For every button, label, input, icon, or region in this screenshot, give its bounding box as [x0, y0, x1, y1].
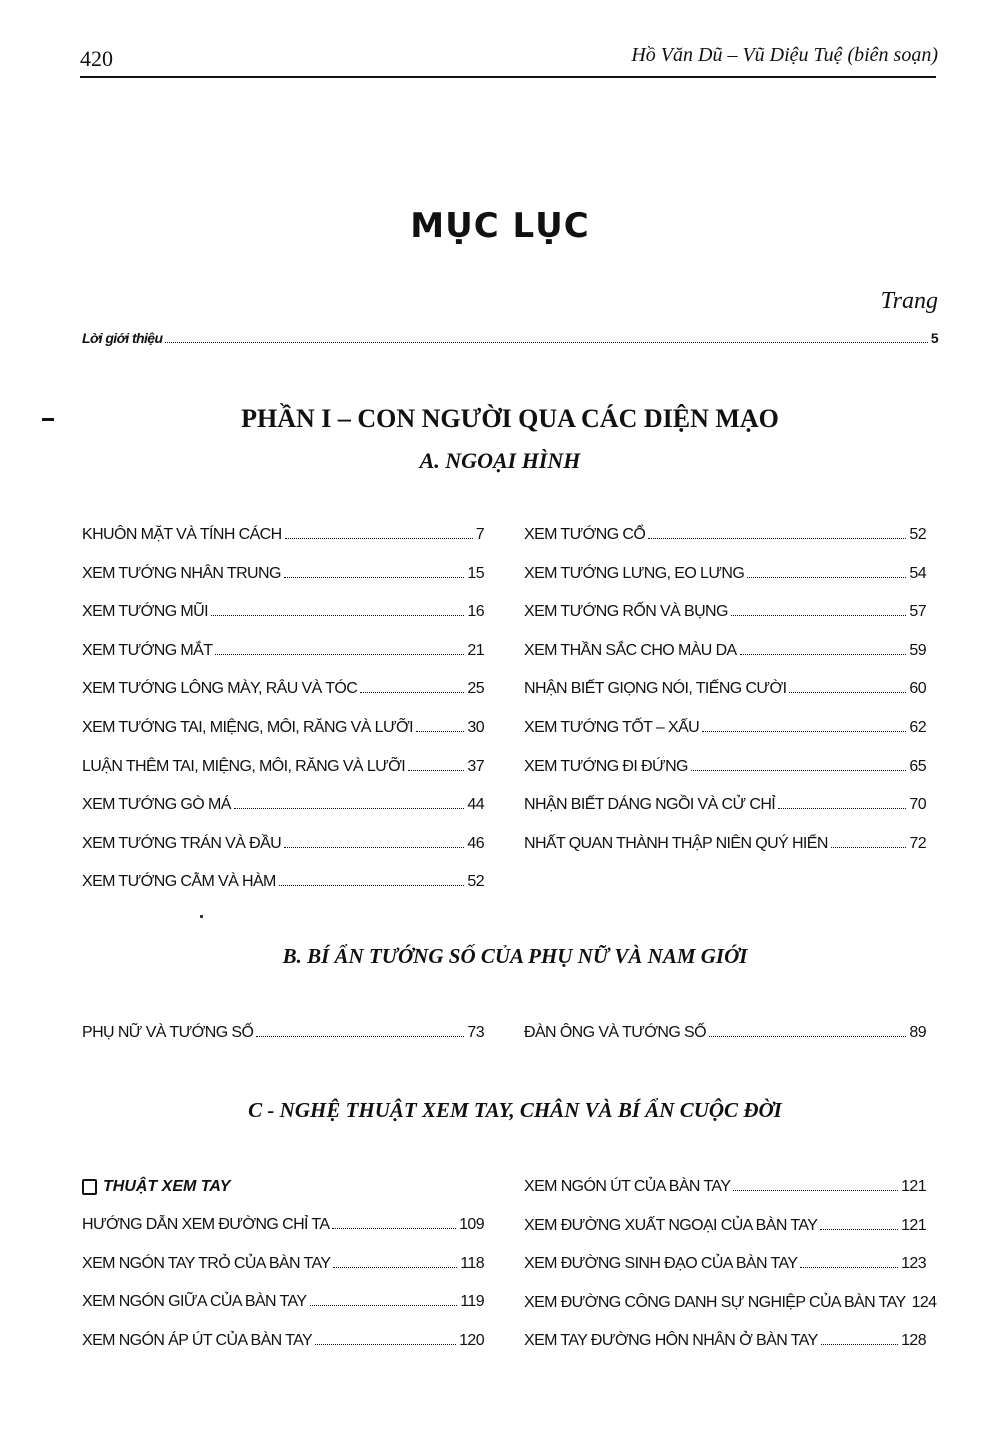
- toc-entry-page: 70: [909, 796, 926, 814]
- dot-leader: [284, 576, 465, 578]
- dot-leader: [211, 614, 464, 616]
- toc-entry-label: Lời giới thiệu: [82, 330, 163, 346]
- dot-leader: [747, 576, 906, 578]
- toc-entry[interactable]: [82, 1293, 484, 1311]
- toc-entry[interactable]: [524, 565, 926, 583]
- toc-entry[interactable]: [82, 1216, 484, 1234]
- toc-entry[interactable]: [82, 565, 484, 583]
- toc-entry-page: 52: [909, 526, 926, 543]
- toc-entry[interactable]: [524, 1217, 926, 1235]
- toc-entry-label: XEM TƯỚNG LƯNG, EO LƯNG: [524, 564, 745, 582]
- toc-entry-page: 89: [909, 1024, 926, 1041]
- toc-entry-label: XEM ĐƯỜNG CÔNG DANH SỰ NGHIỆP CỦA BÀN TAY: [524, 1293, 906, 1311]
- toc-entry[interactable]: [524, 835, 926, 853]
- toc-entry[interactable]: [524, 1255, 926, 1273]
- dot-leader: [702, 730, 906, 732]
- toc-entry-label: XEM NGÓN TAY TRỎ CỦA BÀN TAY: [82, 1254, 331, 1272]
- header-rule: [80, 76, 936, 78]
- toc-entry[interactable]: [82, 758, 484, 776]
- toc-entry[interactable]: [524, 758, 926, 776]
- section-b-title: B. BÍ ẨN TƯỚNG SỐ CỦA PHỤ NỮ VÀ NAM GIỚI: [282, 944, 748, 968]
- dot-leader: [733, 1189, 898, 1191]
- dot-leader: [285, 537, 473, 539]
- toc-entry-page: 121: [901, 1216, 926, 1234]
- toc-entry-page: 128: [901, 1332, 926, 1350]
- toc-entry-page: 25: [467, 680, 484, 698]
- dot-leader: [284, 846, 464, 848]
- dot-leader: [333, 1266, 457, 1268]
- toc-entry-label: PHỤ NỮ VÀ TƯỚNG SỐ: [82, 1024, 254, 1041]
- toc-entry-label: NHẤT QUAN THÀNH THẬP NIÊN QUÝ HIỂN: [524, 834, 828, 852]
- toc-entry-page: 57: [909, 603, 926, 621]
- toc-entry-label: XEM TƯỚNG NHÂN TRUNG: [82, 564, 281, 582]
- page-number: 420: [80, 46, 113, 71]
- toc-entry[interactable]: [524, 1332, 926, 1350]
- dot-leader: [740, 653, 907, 655]
- toc-entry[interactable]: [82, 1024, 484, 1042]
- toc-entry[interactable]: [82, 1332, 484, 1350]
- toc-entry[interactable]: [82, 873, 484, 891]
- subheading-thuat-xem-tay: [82, 1178, 230, 1196]
- section-a-title: A. NGOẠI HÌNH: [419, 448, 581, 473]
- running-header-authors: Hồ Văn Dũ – Vũ Diệu Tuệ (biên soạn): [631, 44, 938, 66]
- toc-entry-label: XEM THẦN SẮC CHO MÀU DA: [524, 641, 737, 659]
- toc-entry[interactable]: [82, 1255, 484, 1273]
- dot-leader: [256, 1035, 464, 1037]
- toc-entry[interactable]: [524, 719, 926, 737]
- dot-leader: [234, 807, 465, 809]
- dot-leader: [408, 769, 464, 771]
- toc-entry[interactable]: [524, 1024, 926, 1042]
- subheading-label: THUẬT XEM TAY: [103, 1178, 231, 1195]
- dot-leader: [215, 653, 464, 655]
- toc-entry[interactable]: [524, 526, 926, 544]
- toc-entry-page: 21: [467, 641, 484, 659]
- dot-leader: [820, 1228, 898, 1230]
- toc-entry-page: 121: [901, 1178, 926, 1195]
- dot-leader: [360, 691, 464, 693]
- dot-leader: [821, 1343, 898, 1345]
- toc-entry[interactable]: [82, 642, 484, 660]
- toc-entry-page: 37: [467, 757, 484, 775]
- toc-entry-label: XEM TƯỚNG TỐT – XẤU: [524, 719, 700, 736]
- dot-leader: [709, 1035, 906, 1037]
- toc-entry[interactable]: [82, 680, 484, 698]
- toc-entry-page: 46: [467, 834, 484, 852]
- toc-entry-page: 123: [901, 1255, 926, 1273]
- toc-entry[interactable]: [524, 796, 926, 814]
- dot-leader: [831, 846, 907, 848]
- toc-entry-label: ĐÀN ÔNG VÀ TƯỚNG SỐ: [524, 1024, 706, 1041]
- page-column-label: Trang: [880, 288, 938, 314]
- toc-entry-page: 118: [460, 1254, 484, 1272]
- toc-entry-page: 59: [909, 641, 926, 659]
- dot-leader: [789, 691, 906, 693]
- toc-entry-label: XEM TƯỚNG CỔ: [524, 526, 646, 543]
- toc-entry[interactable]: [82, 719, 484, 737]
- toc-entry-label: XEM TƯỚNG TAI, MIỆNG, MÔI, RĂNG VÀ LƯỠI: [82, 719, 413, 736]
- toc-entry-page: 7: [475, 526, 484, 543]
- toc-entry-label: NHẬN BIẾT DÁNG NGỒI VÀ CỬ CHỈ: [524, 796, 776, 814]
- toc-entry-page: 15: [467, 564, 484, 582]
- toc-entry-label: XEM TƯỚNG TRÁN VÀ ĐẦU: [82, 834, 282, 852]
- toc-entry-label: XEM TƯỚNG CẰM VÀ HÀM: [82, 873, 276, 891]
- page-title: MỤC LỤC: [410, 206, 590, 246]
- toc-entry-label: XEM TƯỚNG RỐN VÀ BỤNG: [524, 603, 728, 621]
- toc-entry-page: 54: [909, 564, 926, 582]
- toc-entry-page: 119: [460, 1293, 484, 1311]
- toc-entry[interactable]: [524, 1293, 937, 1312]
- dot-leader: [800, 1266, 898, 1268]
- toc-entry-intro[interactable]: [82, 330, 938, 346]
- toc-entry[interactable]: [82, 526, 484, 544]
- toc-entry-page: 5: [930, 330, 938, 346]
- toc-entry-page: 30: [467, 719, 484, 736]
- toc-entry-page: 60: [909, 680, 926, 698]
- toc-entry-label: XEM NGÓN GIỮA CỦA BÀN TAY: [82, 1293, 307, 1311]
- toc-entry-page: 62: [909, 719, 926, 736]
- toc-entry-page: 73: [467, 1024, 484, 1041]
- checkbox-square-icon: [82, 1179, 97, 1195]
- dot-leader: [332, 1227, 456, 1229]
- dot-leader: [315, 1343, 456, 1345]
- toc-entry-label: XEM ĐƯỜNG SINH ĐẠO CỦA BÀN TAY: [524, 1255, 798, 1273]
- dot-leader: [731, 614, 907, 616]
- toc-entry[interactable]: [524, 642, 926, 660]
- toc-entry-label: XEM ĐƯỜNG XUẤT NGOẠI CỦA BÀN TAY: [524, 1216, 818, 1234]
- toc-entry-label: XEM TƯỚNG GÒ MÁ: [82, 796, 231, 814]
- toc-entry-page: 72: [909, 834, 926, 852]
- toc-entry-label: XEM TƯỚNG MẮT: [82, 641, 213, 659]
- part-title: PHẦN I – CON NGƯỜI QUA CÁC DIỆN MẠO: [241, 404, 779, 433]
- dot-leader: [165, 341, 927, 343]
- toc-entry-label: XEM NGÓN ÚT CỦA BÀN TAY: [524, 1178, 731, 1195]
- toc-entry-label: HƯỚNG DẪN XEM ĐƯỜNG CHỈ TA: [82, 1216, 330, 1233]
- dot-leader: [279, 884, 465, 886]
- toc-entry-label: LUẬN THÊM TAI, MIỆNG, MÔI, RĂNG VÀ LƯỠI: [82, 757, 406, 775]
- toc-entry-page: 124: [911, 1293, 937, 1311]
- stray-mark: [200, 915, 203, 918]
- toc-entry-page: 52: [467, 873, 484, 891]
- toc-entry[interactable]: [524, 680, 926, 698]
- dot-leader: [310, 1304, 458, 1306]
- toc-entry-page: 65: [909, 757, 926, 775]
- toc-entry[interactable]: [524, 603, 926, 621]
- toc-entry-page: 16: [467, 603, 484, 621]
- toc-entry-label: XEM TAY ĐƯỜNG HÔN NHÂN Ở BÀN TAY: [524, 1332, 818, 1350]
- toc-entry-label: NHẬN BIẾT GIỌNG NÓI, TIẾNG CƯỜI: [524, 680, 787, 698]
- toc-entry-label: XEM TƯỚNG MŨI: [82, 603, 208, 621]
- toc-entry-label: XEM TƯỚNG ĐI ĐỨNG: [524, 757, 688, 775]
- toc-entry-label: XEM NGÓN ÁP ÚT CỦA BÀN TAY: [82, 1331, 313, 1349]
- dot-leader: [691, 769, 906, 771]
- toc-entry-page: 120: [459, 1331, 484, 1349]
- toc-entry[interactable]: [82, 796, 484, 814]
- toc-entry-page: 44: [467, 796, 484, 814]
- dot-leader: [416, 730, 464, 732]
- toc-entry-page: 109: [459, 1216, 484, 1233]
- toc-entry[interactable]: [524, 1178, 926, 1196]
- dot-leader: [778, 807, 906, 809]
- toc-entry[interactable]: [82, 603, 484, 621]
- dot-leader: [648, 537, 906, 539]
- section-c-title: C - NGHỆ THUẬT XEM TAY, CHÂN VÀ BÍ ẨN CUỘC ĐỜI: [248, 1098, 782, 1122]
- toc-entry[interactable]: [82, 835, 484, 853]
- toc-entry-label: XEM TƯỚNG LÔNG MÀY, RÂU VÀ TÓC: [82, 680, 358, 698]
- toc-entry-label: KHUÔN MẶT VÀ TÍNH CÁCH: [82, 526, 282, 543]
